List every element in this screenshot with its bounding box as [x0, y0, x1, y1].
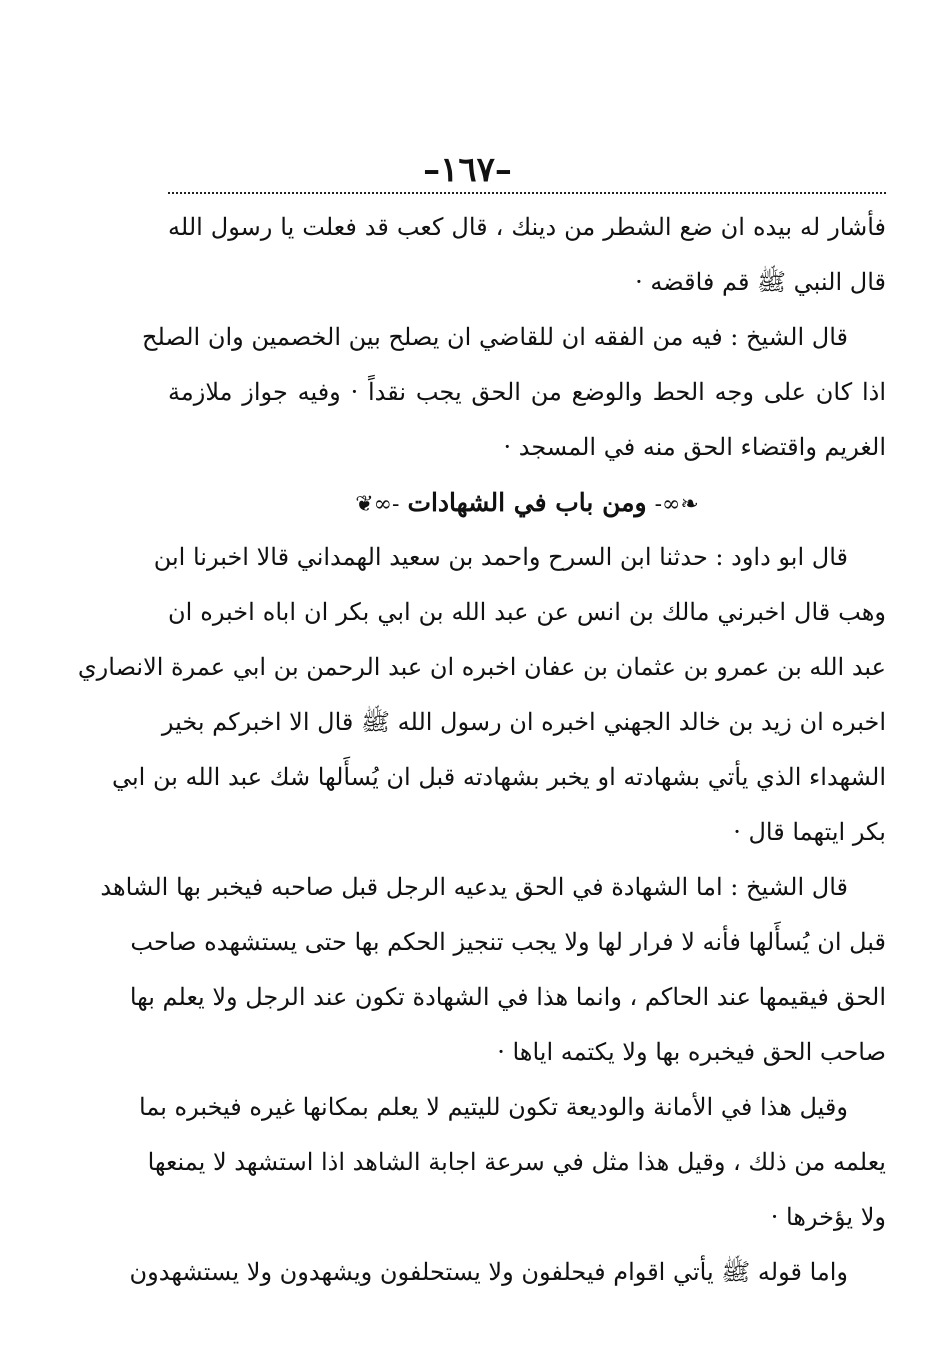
text-line: واما قوله ﷺ يأتي اقوام فيحلفون ولا يستحلفون ويشهدون ولا يستشهدون: [129, 1258, 848, 1286]
text-line: قبل ان يُسأَلها فأنه لا فرار لها ولا يجب تنجيز الحكم بها حتى يستشهده صاحب: [130, 928, 886, 956]
text-line: بكر ايتهما قال ·: [733, 818, 886, 846]
text-line: قال النبي ﷺ قم فاقضه ·: [635, 268, 886, 296]
text-line: وقيل هذا في الأمانة والوديعة تكون لليتيم لا يعلم بمكانها غيره فيخبره بما: [139, 1093, 848, 1121]
text-line: يعلمه من ذلك ، وقيل هذا مثل في سرعة اجابة الشاهد اذا استشهد لا يمنعها: [147, 1148, 886, 1176]
text-line: فأشار له بيده ان ضع الشطر من دينك ، قال كعب قد فعلت يا رسول الله: [168, 213, 886, 241]
text-line: ولا يؤخرها ·: [770, 1203, 886, 1231]
header-divider: [168, 192, 886, 194]
page-number: –١٦٧–: [423, 150, 512, 190]
text-line: قال الشيخ : اما الشهادة في الحق يدعيه الرجل قبل صاحبه فيخبر بها الشاهد: [100, 873, 848, 901]
ornament-left-icon: -∞❦: [355, 492, 400, 517]
text-line: اذا كان على وجه الحط والوضع من الحق يجب نقداً · وفيه جواز ملازمة: [168, 378, 886, 406]
text-line: قال ابو داود : حدثنا ابن السرح واحمد بن سعيد الهمداني قالا اخبرنا ابن: [153, 543, 848, 571]
text-line: الحق فيقيمها عند الحاكم ، وانما هذا في الشهادة تكون عند الرجل ولا يعلم بها: [129, 983, 886, 1011]
section-heading: [168, 475, 886, 530]
ornament-right-icon: ❧∞-: [654, 492, 699, 517]
text-line: الشهداء الذي يأتي بشهادته او يخبر بشهادته قبل ان يُسأَلها شك عبد الله بن ابي: [111, 763, 886, 791]
section-heading-text: ومن باب في الشهادات: [407, 488, 647, 517]
text-line: عبد الله بن عمرو بن عثمان بن عفان اخبره ان عبد الرحمن بن ابي عمرة الانصاري: [77, 653, 886, 681]
text-line: وهب قال اخبرني مالك بن انس عن عبد الله بن ابي بكر ان اباه اخبره ان: [168, 598, 886, 626]
text-line: صاحب الحق فيخبره بها ولا يكتمه اياها ·: [497, 1038, 886, 1066]
body-text: [77, 200, 886, 1300]
text-line: قال الشيخ : فيه من الفقه ان للقاضي ان يصلح بين الخصمين وان الصلح: [141, 323, 848, 351]
text-line: اخبره ان زيد بن خالد الجهني اخبره ان رسول الله ﷺ قال الا اخبركم بخير: [161, 708, 886, 736]
text-line: الغريم واقتضاء الحق منه في المسجد ·: [503, 433, 886, 461]
